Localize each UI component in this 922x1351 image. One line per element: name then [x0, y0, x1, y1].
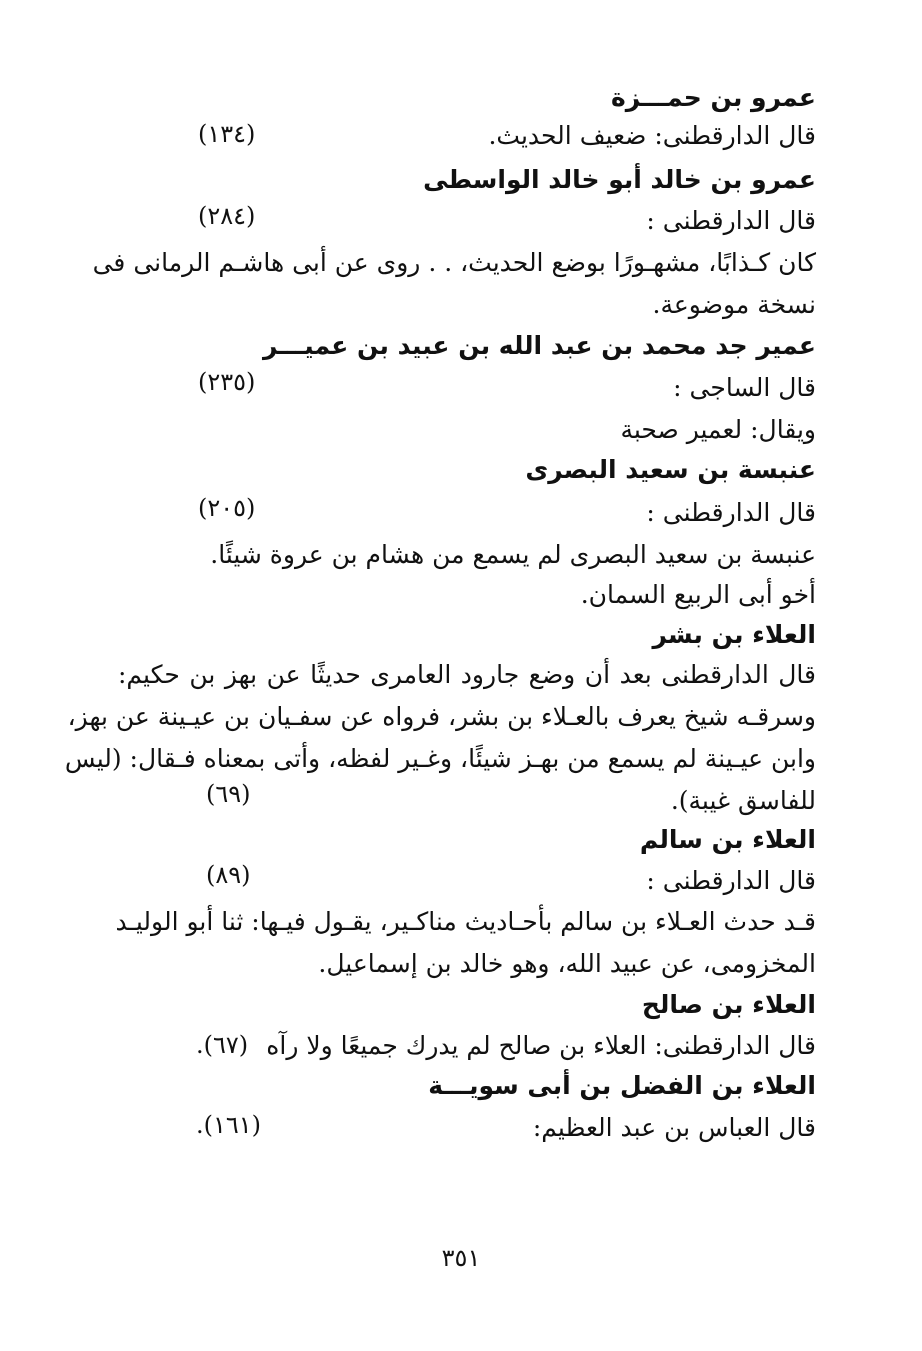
- entry-text-line: قال العباس بن عبد العظيم:: [532, 1113, 816, 1142]
- entry-text-line: قال الدارقطنى :: [646, 866, 816, 895]
- entry-heading: العلاء بن سالم: [639, 825, 816, 854]
- entry-text-line: قال الساجى :: [673, 373, 816, 402]
- page-number: ٣٥١: [441, 1244, 481, 1272]
- entry-text-line: قال الدارقطنى: ضعيف الحديث.: [488, 121, 816, 150]
- entry-heading: العلاء بن صالح: [641, 990, 816, 1019]
- entry-text-line: قال الدارقطنى: العلاء بن صالح لم يدرك جميعًا ولا رآه: [266, 1031, 816, 1060]
- entry-text-line: وسرقـه شيخ يعرف بالعـلاء بن بشر، فرواه عن سفـيان بن عيـينة عن بهز،: [67, 702, 816, 731]
- entry-text-line: المخزومى، عن عبيد الله، وهو خالد بن إسماعيل.: [318, 949, 816, 978]
- reference-number: (٨٩): [206, 861, 251, 889]
- reference-number: (٢٠٥): [198, 494, 256, 522]
- entry-heading: عمير جد محمد بن عبد الله بن عبيد بن عميـــر: [263, 331, 816, 360]
- entry-text-line: كان كـذابًا، مشهـورًا بوضع الحديث، . . روى عن أبى هاشـم الرمانى فى: [92, 248, 816, 277]
- reference-number: (١٣٤): [198, 120, 256, 148]
- entry-text-line: قال الدارقطنى :: [646, 206, 816, 235]
- reference-number: (١٦١).: [196, 1111, 262, 1139]
- entry-heading: عمرو بن خالد أبو خالد الواسطى: [423, 165, 816, 194]
- entry-heading: العلاء بن الفضل بن أبى سويـــة: [428, 1071, 816, 1100]
- entry-text-line: قال الدارقطنى بعد أن وضع جارود العامرى حديثًا عن بهز بن حكيم:: [118, 660, 816, 689]
- reference-number: (٦٧).: [196, 1031, 249, 1059]
- reference-number: (٦٩): [206, 780, 251, 808]
- entry-text-line: قـد حدث العـلاء بن سالم بأحـاديث مناكـير، يقـول فيـها: ثنا أبو الوليـد: [115, 907, 816, 936]
- entry-text-line: أخو أبى الربيع السمان.: [580, 580, 816, 609]
- reference-number: (٢٨٤): [198, 202, 256, 230]
- entry-text-line: نسخة موضوعة.: [652, 290, 816, 319]
- entry-text-line: عنبسة بن سعيد البصرى لم يسمع من هشام بن عروة شيئًا.: [210, 540, 816, 569]
- entry-heading: عنبسة بن سعيد البصرى: [525, 455, 816, 484]
- entry-heading: عمرو بن حمـــزة: [611, 83, 816, 112]
- entry-text-line: ويقال: لعمير صحبة: [620, 415, 816, 444]
- entry-heading: العلاء بن بشر: [652, 620, 816, 649]
- entry-text-line: للفاسق غيبة).: [670, 786, 816, 815]
- entry-text-line: قال الدارقطنى :: [646, 498, 816, 527]
- reference-number: (٢٣٥): [198, 368, 256, 396]
- entry-text-line: وابن عيـينة لم يسمع من بهـز شيئًا، وغـير لفظه، وأتى بمعناه فـقال: (ليس: [64, 744, 816, 773]
